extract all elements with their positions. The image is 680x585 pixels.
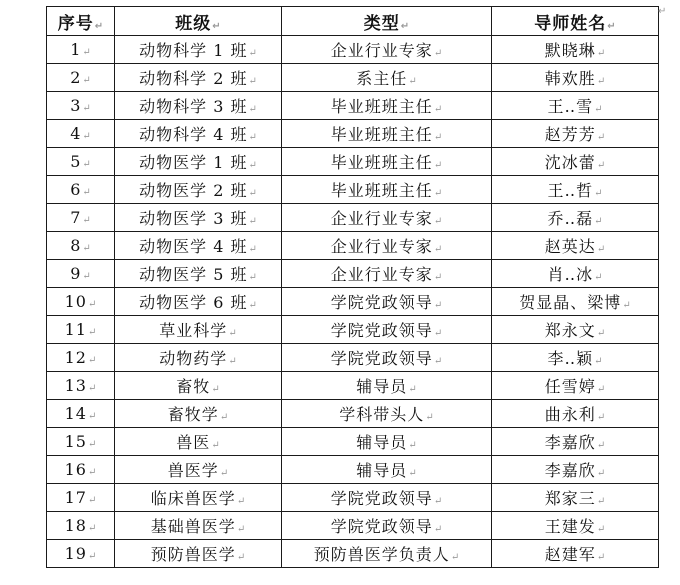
cell-end-mark: ↵ <box>248 132 257 143</box>
cell-type <box>282 176 492 204</box>
cell-class <box>115 288 282 316</box>
cell-end-mark: ↵ <box>236 524 246 535</box>
cell-end-mark: ↵ <box>596 160 606 171</box>
cell-end-mark: ↵ <box>87 355 97 366</box>
cell-class-text: 动物药学 <box>159 349 228 368</box>
cell-end-mark: ↵ <box>596 384 606 395</box>
cell-type-text: 辅导员 <box>356 461 408 480</box>
table-row <box>47 400 659 428</box>
cell-no <box>47 232 115 260</box>
cell-class <box>115 400 282 428</box>
cell-class <box>115 456 282 484</box>
cell-end-mark: ↵ <box>596 412 606 423</box>
cell-mentor-text: 任雪婷 <box>544 377 596 396</box>
cell-mentor-text: 赵芳芳 <box>544 125 596 144</box>
cell-end-mark: ↵ <box>248 76 257 87</box>
cell-no <box>47 36 115 64</box>
cell-end-mark: ↵ <box>400 20 410 32</box>
cell-no <box>47 260 115 288</box>
cell-no <box>47 484 115 512</box>
cell-class-text: 预防兽医学 <box>150 545 236 564</box>
table-row <box>47 484 659 512</box>
cell-end-mark: ↵ <box>87 523 97 534</box>
cell-end-mark: ↵ <box>87 467 97 478</box>
cell-class-text: 兽医 <box>176 433 211 452</box>
cell-end-mark: ↵ <box>607 20 616 32</box>
table-row <box>47 232 659 260</box>
cell-end-mark: ↵ <box>596 468 606 479</box>
cell-mentor-text: 贺显晶、梁博 <box>519 293 622 312</box>
cell-end-mark: ↵ <box>82 243 91 254</box>
table-header <box>47 7 659 36</box>
cell-type <box>282 260 492 288</box>
cell-end-mark: ↵ <box>236 496 246 507</box>
cell-mentor-text: 李嘉欣 <box>544 433 596 452</box>
cell-mentor-text: 肖‥冰 <box>547 265 594 284</box>
cell-end-mark: ↵ <box>82 159 91 170</box>
cell-class-text: 动物医学 2 班 <box>139 181 248 200</box>
cell-mentor-text: 王建发 <box>544 517 596 536</box>
table-row <box>47 64 659 92</box>
cell-class <box>115 148 282 176</box>
cell-no <box>47 316 115 344</box>
cell-type <box>282 484 492 512</box>
cell-end-mark: ↵ <box>82 75 91 86</box>
cell-end-mark: ↵ <box>219 468 229 479</box>
cell-type-text: 辅导员 <box>356 433 408 452</box>
cell-class <box>115 120 282 148</box>
cell-no <box>47 64 115 92</box>
cell-end-mark: ↵ <box>248 160 257 171</box>
cell-class-text: 畜牧 <box>176 377 211 396</box>
cell-no-text: 15 <box>64 432 87 451</box>
cell-end-mark: ↵ <box>211 384 220 395</box>
table-row <box>47 204 659 232</box>
cell-type <box>282 232 492 260</box>
cell-end-mark: ↵ <box>596 244 606 255</box>
cell-no <box>47 456 115 484</box>
cell-mentor-text: 曲永利 <box>544 405 596 424</box>
cell-end-mark: ↵ <box>408 440 417 451</box>
cell-end-mark: ↵ <box>433 524 443 535</box>
cell-end-mark: ↵ <box>596 328 606 339</box>
table-row <box>47 288 659 316</box>
cell-class-text: 基础兽医学 <box>150 517 236 536</box>
row-end-mark: ↵ <box>658 6 667 17</box>
cell-mentor <box>492 92 659 120</box>
cell-class-text: 动物科学 3 班 <box>139 97 248 116</box>
cell-end-mark: ↵ <box>87 299 97 310</box>
cell-no-text: 11 <box>64 320 87 339</box>
header-row <box>47 7 659 36</box>
cell-end-mark: ↵ <box>408 384 417 395</box>
cell-end-mark: ↵ <box>248 244 257 255</box>
cell-mentor <box>492 540 659 568</box>
cell-no-text: 16 <box>64 460 87 479</box>
cell-mentor <box>492 232 659 260</box>
cell-type-text: 学科带头人 <box>339 405 425 424</box>
cell-mentor <box>492 204 659 232</box>
cell-mentor <box>492 148 659 176</box>
cell-type-text: 毕业班班主任 <box>330 125 433 144</box>
cell-type <box>282 148 492 176</box>
cell-mentor <box>492 484 659 512</box>
cell-type-text: 学院党政领导 <box>330 321 433 340</box>
cell-end-mark: ↵ <box>596 48 606 59</box>
cell-end-mark: ↵ <box>596 132 606 143</box>
cell-mentor-text: 赵建军 <box>544 545 596 564</box>
header-label: 序号 <box>57 13 94 34</box>
cell-no-text: 7 <box>70 208 82 227</box>
cell-mentor <box>492 512 659 540</box>
cell-no <box>47 372 115 400</box>
cell-type-text: 学院党政领导 <box>330 517 433 536</box>
cell-type-text: 毕业班班主任 <box>330 153 433 172</box>
header-cell-mentor <box>492 7 659 36</box>
cell-type <box>282 428 492 456</box>
cell-mentor-text: 韩欢胜 <box>544 69 596 88</box>
cell-class <box>115 260 282 288</box>
cell-no-text: 14 <box>64 404 87 423</box>
cell-end-mark: ↵ <box>248 216 257 227</box>
cell-type-text: 企业行业专家 <box>330 265 433 284</box>
table-row <box>47 512 659 540</box>
cell-type-text: 毕业班班主任 <box>330 97 433 116</box>
cell-end-mark: ↵ <box>248 300 257 311</box>
cell-mentor-text: 沈冰蕾 <box>544 153 596 172</box>
cell-end-mark: ↵ <box>433 244 443 255</box>
cell-class-text: 临床兽医学 <box>150 489 236 508</box>
cell-class-text: 动物科学 1 班 <box>139 41 248 60</box>
cell-class <box>115 316 282 344</box>
cell-mentor <box>492 64 659 92</box>
cell-mentor-text: 王‥哲 <box>547 181 594 200</box>
cell-class <box>115 512 282 540</box>
cell-no-text: 1 <box>70 40 82 59</box>
cell-type-text: 预防兽医学负责人 <box>313 545 450 564</box>
cell-mentor <box>492 344 659 372</box>
cell-type <box>282 120 492 148</box>
cell-end-mark: ↵ <box>87 551 97 562</box>
cell-end-mark: ↵ <box>433 160 443 171</box>
cell-mentor-text: 李嘉欣 <box>544 461 596 480</box>
table-row <box>47 260 659 288</box>
cell-end-mark: ↵ <box>450 552 460 563</box>
cell-end-mark: ↵ <box>596 440 606 451</box>
cell-class-text: 动物医学 5 班 <box>139 265 248 284</box>
cell-mentor-text: 乔‥磊 <box>547 209 594 228</box>
table-row <box>47 428 659 456</box>
cell-mentor-text: 赵英达 <box>544 237 596 256</box>
cell-mentor <box>492 288 659 316</box>
cell-class <box>115 92 282 120</box>
cell-no <box>47 400 115 428</box>
cell-end-mark: ↵ <box>94 20 104 32</box>
table-body <box>47 36 659 568</box>
cell-no-text: 8 <box>70 236 82 255</box>
table-row <box>47 148 659 176</box>
header-cell-class <box>115 7 282 36</box>
cell-no <box>47 176 115 204</box>
cell-end-mark: ↵ <box>211 440 220 451</box>
cell-mentor <box>492 316 659 344</box>
cell-class-text: 畜牧学 <box>167 405 219 424</box>
cell-type <box>282 36 492 64</box>
cell-end-mark: ↵ <box>594 188 603 199</box>
cell-mentor <box>492 260 659 288</box>
cell-type <box>282 540 492 568</box>
cell-end-mark: ↵ <box>408 468 417 479</box>
cell-class <box>115 204 282 232</box>
table-row <box>47 120 659 148</box>
cell-type-text: 学院党政领导 <box>330 489 433 508</box>
cell-type-text: 企业行业专家 <box>330 209 433 228</box>
cell-end-mark: ↵ <box>248 48 257 59</box>
cell-no <box>47 344 115 372</box>
cell-end-mark: ↵ <box>219 412 229 423</box>
cell-type <box>282 344 492 372</box>
cell-type <box>282 512 492 540</box>
cell-end-mark: ↵ <box>87 411 97 422</box>
cell-no-text: 3 <box>70 96 82 115</box>
cell-type-text: 辅导员 <box>356 377 408 396</box>
cell-class <box>115 232 282 260</box>
cell-end-mark: ↵ <box>596 496 606 507</box>
table-row <box>47 92 659 120</box>
cell-no <box>47 540 115 568</box>
cell-end-mark: ↵ <box>433 496 443 507</box>
cell-no-text: 10 <box>64 292 87 311</box>
cell-no <box>47 148 115 176</box>
cell-class <box>115 540 282 568</box>
cell-end-mark: ↵ <box>425 412 434 423</box>
header-cell-type <box>282 7 492 36</box>
header-label: 导师姓名 <box>534 13 607 34</box>
cell-no-text: 4 <box>70 124 82 143</box>
cell-type-text: 企业行业专家 <box>330 237 433 256</box>
cell-type <box>282 92 492 120</box>
table-row <box>47 176 659 204</box>
cell-no <box>47 512 115 540</box>
cell-type <box>282 64 492 92</box>
cell-type-text: 学院党政领导 <box>330 293 433 312</box>
cell-mentor-text: 郑家三 <box>544 489 596 508</box>
cell-end-mark: ↵ <box>596 76 606 87</box>
cell-class-text: 动物医学 1 班 <box>139 153 248 172</box>
cell-end-mark: ↵ <box>248 188 257 199</box>
mentor-table <box>46 6 659 568</box>
cell-class-text: 动物医学 3 班 <box>139 209 248 228</box>
cell-end-mark: ↵ <box>248 104 257 115</box>
cell-mentor <box>492 456 659 484</box>
cell-end-mark: ↵ <box>433 216 443 227</box>
cell-no-text: 17 <box>64 488 87 507</box>
cell-type <box>282 316 492 344</box>
cell-end-mark: ↵ <box>596 552 606 563</box>
cell-end-mark: ↵ <box>87 495 97 506</box>
cell-mentor-text: 李‥颖 <box>547 349 594 368</box>
cell-mentor <box>492 428 659 456</box>
cell-type <box>282 456 492 484</box>
cell-no-text: 18 <box>64 516 87 535</box>
cell-end-mark: ↵ <box>433 188 443 199</box>
cell-no <box>47 204 115 232</box>
cell-end-mark: ↵ <box>596 524 606 535</box>
cell-end-mark: ↵ <box>594 216 603 227</box>
cell-no-text: 6 <box>70 180 82 199</box>
cell-class-text: 动物医学 4 班 <box>139 237 248 256</box>
cell-class <box>115 428 282 456</box>
header-label: 类型 <box>363 13 400 34</box>
cell-no-text: 5 <box>70 152 82 171</box>
cell-class-text: 兽医学 <box>167 461 219 480</box>
cell-type-text: 毕业班班主任 <box>330 181 433 200</box>
cell-type <box>282 204 492 232</box>
table-row <box>47 540 659 568</box>
cell-mentor-text: 郑永文 <box>544 321 596 340</box>
cell-no <box>47 428 115 456</box>
cell-end-mark: ↵ <box>212 20 221 32</box>
table-row <box>47 36 659 64</box>
cell-no-text: 12 <box>64 348 87 367</box>
cell-class-text: 动物医学 6 班 <box>139 293 248 312</box>
header-cell-no <box>47 7 115 36</box>
cell-mentor <box>492 372 659 400</box>
cell-type-text: 学院党政领导 <box>330 349 433 368</box>
cell-no-text: 19 <box>64 544 87 563</box>
cell-mentor <box>492 36 659 64</box>
cell-end-mark: ↵ <box>87 327 97 338</box>
cell-type <box>282 288 492 316</box>
cell-end-mark: ↵ <box>228 356 237 367</box>
cell-class-text: 草业科学 <box>159 321 228 340</box>
cell-end-mark: ↵ <box>433 272 443 283</box>
cell-mentor-text: 王‥雪 <box>547 97 594 116</box>
cell-mentor <box>492 400 659 428</box>
cell-type <box>282 400 492 428</box>
cell-end-mark: ↵ <box>82 215 91 226</box>
cell-end-mark: ↵ <box>248 272 257 283</box>
cell-end-mark: ↵ <box>433 132 443 143</box>
cell-type <box>282 372 492 400</box>
table-row <box>47 456 659 484</box>
cell-class <box>115 36 282 64</box>
cell-class-text: 动物科学 4 班 <box>139 125 248 144</box>
cell-no <box>47 288 115 316</box>
cell-end-mark: ↵ <box>82 103 91 114</box>
cell-end-mark: ↵ <box>82 187 91 198</box>
cell-no <box>47 120 115 148</box>
cell-type-text: 系主任 <box>356 69 408 88</box>
header-label: 班级 <box>175 13 212 34</box>
cell-class <box>115 484 282 512</box>
cell-type-text: 企业行业专家 <box>330 41 433 60</box>
cell-end-mark: ↵ <box>594 104 603 115</box>
cell-class-text: 动物科学 2 班 <box>139 69 248 88</box>
cell-end-mark: ↵ <box>408 76 417 87</box>
cell-end-mark: ↵ <box>228 328 237 339</box>
cell-class <box>115 372 282 400</box>
cell-end-mark: ↵ <box>433 356 443 367</box>
cell-no <box>47 92 115 120</box>
cell-mentor-text: 默晓琳 <box>544 41 596 60</box>
table-row <box>47 316 659 344</box>
cell-no-text: 9 <box>70 264 82 283</box>
cell-end-mark: ↵ <box>622 300 631 311</box>
cell-mentor <box>492 176 659 204</box>
cell-class <box>115 64 282 92</box>
cell-end-mark: ↵ <box>236 552 246 563</box>
cell-end-mark: ↵ <box>433 328 443 339</box>
cell-no-text: 13 <box>64 376 87 395</box>
cell-class <box>115 176 282 204</box>
cell-end-mark: ↵ <box>433 300 443 311</box>
cell-end-mark: ↵ <box>87 383 97 394</box>
cell-end-mark: ↵ <box>82 271 91 282</box>
cell-end-mark: ↵ <box>433 104 443 115</box>
cell-mentor <box>492 120 659 148</box>
cell-end-mark: ↵ <box>594 272 603 283</box>
table-row <box>47 344 659 372</box>
document-page <box>46 6 659 568</box>
cell-end-mark: ↵ <box>594 356 603 367</box>
cell-no-text: 2 <box>70 68 82 87</box>
cell-end-mark: ↵ <box>433 48 443 59</box>
table-row <box>47 372 659 400</box>
cell-end-mark: ↵ <box>82 47 91 58</box>
cell-class <box>115 344 282 372</box>
cell-end-mark: ↵ <box>82 131 91 142</box>
cell-end-mark: ↵ <box>87 439 97 450</box>
